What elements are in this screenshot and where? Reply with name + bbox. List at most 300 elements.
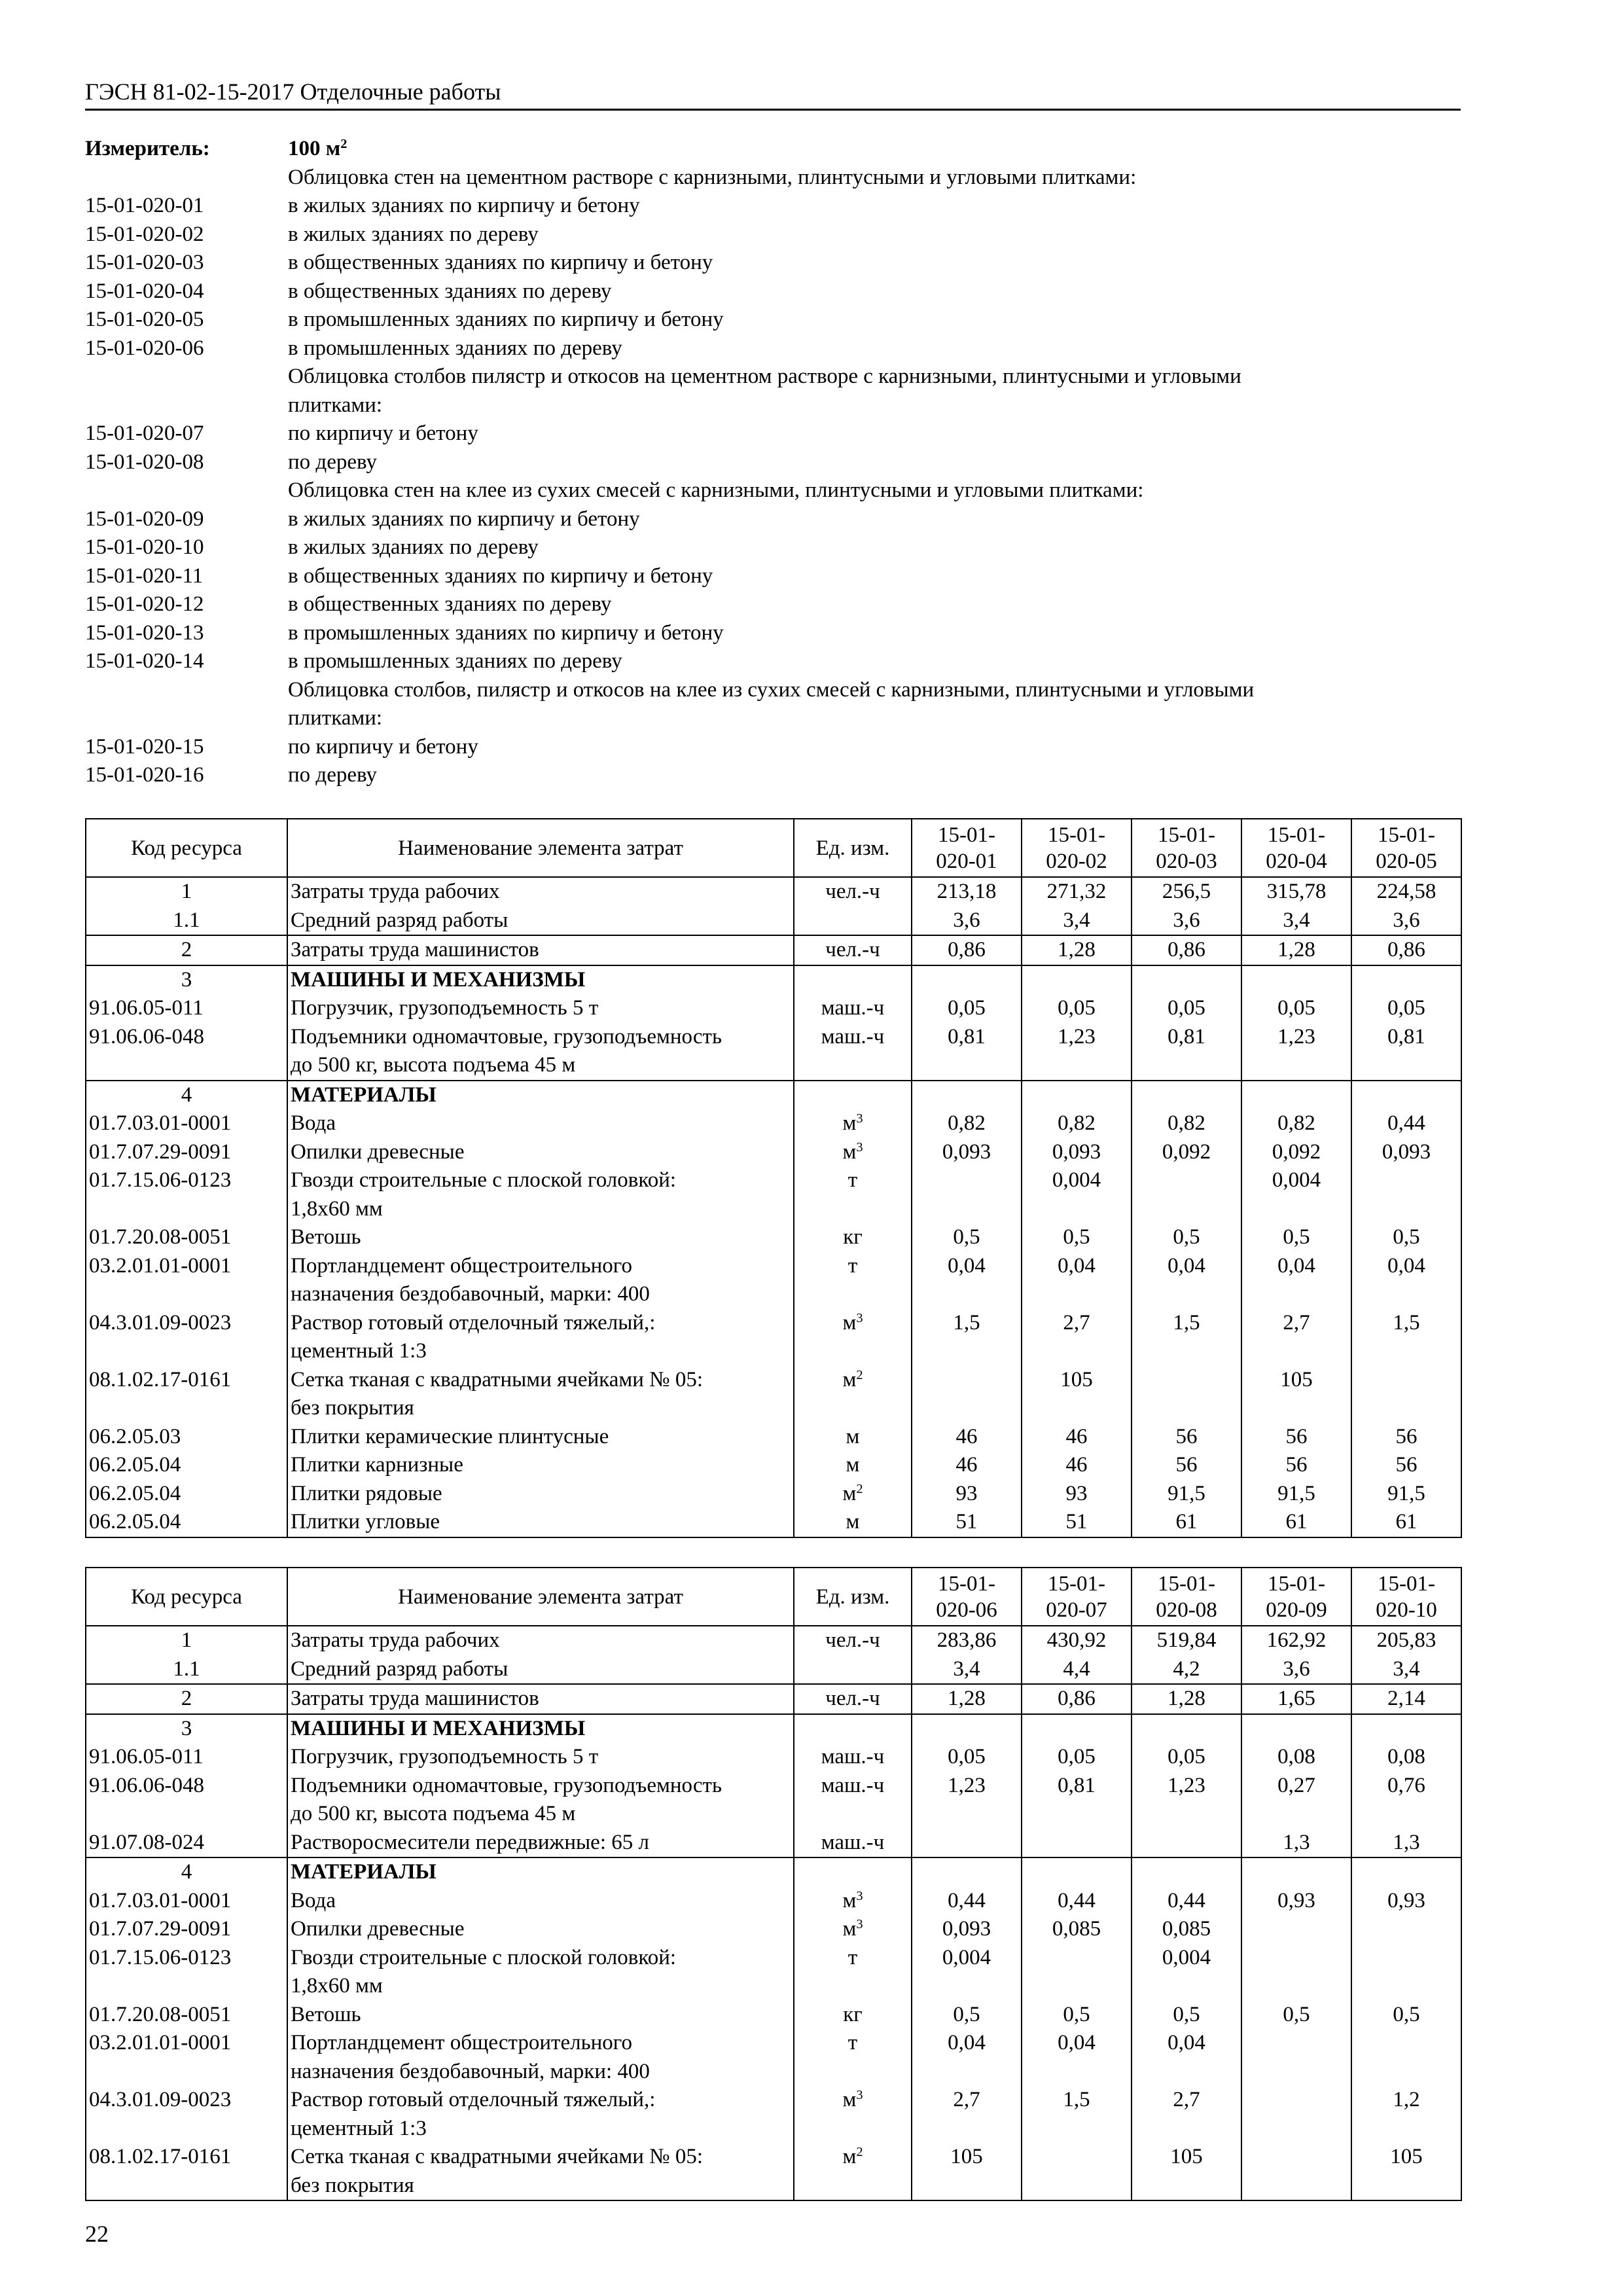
header-unit: Ед. изм. <box>794 1568 912 1626</box>
table-row <box>86 2172 1461 2201</box>
norm-value <box>1351 1166 1461 1195</box>
norm-value: 0,05 <box>912 1743 1022 1772</box>
table-row <box>86 1915 1461 1944</box>
norm-value <box>1132 1714 1241 1744</box>
norm-value: 2,7 <box>1022 1309 1132 1338</box>
intro-code: 15-01-020-09 <box>85 507 204 531</box>
unit-text: м <box>842 1917 857 1941</box>
norm-value <box>912 1195 1022 1224</box>
resource-code: 01.7.07.29-0091 <box>86 1138 287 1167</box>
unit-text: м <box>842 1310 857 1335</box>
intro-text: в общественных зданиях по кирпичу и бетону <box>288 251 713 274</box>
intro-line <box>85 619 1461 648</box>
norm-value: 1,23 <box>1022 1023 1132 1052</box>
norm-value: 61 <box>1351 1508 1461 1537</box>
resource-name: Средний разряд работы <box>287 906 794 936</box>
norm-value: 1,28 <box>1022 935 1132 965</box>
intro-code <box>85 363 288 391</box>
norm-value: 0,5 <box>1132 2001 1241 2030</box>
resource-name: Ветошь <box>287 1223 794 1252</box>
table-row <box>86 1081 1461 1110</box>
unit-power: 3 <box>856 1310 863 1325</box>
unit-power: 2 <box>856 1481 863 1496</box>
norm-value <box>912 2058 1022 2087</box>
table-row <box>86 1857 1461 1887</box>
resource-unit <box>794 1772 912 1801</box>
intro-text: в жилых зданиях по дереву <box>288 222 539 246</box>
resource-unit <box>794 2029 912 2058</box>
norm-value <box>1132 2172 1241 2201</box>
resource-name: Затраты труда рабочих <box>287 877 794 906</box>
header-norm-code <box>1351 819 1461 877</box>
norm-value: 1,5 <box>1022 2086 1132 2115</box>
unit-power: 3 <box>856 1139 863 1155</box>
norm-value: 93 <box>912 1480 1022 1509</box>
norm-value <box>1022 1800 1132 1829</box>
resource-name: цементный 1:3 <box>287 2115 794 2144</box>
resource-name: Затраты труда рабочих <box>287 1626 794 1655</box>
resource-name: Затраты труда машинистов <box>287 1684 794 1714</box>
resource-code: 3 <box>86 1714 287 1744</box>
resource-code: 01.7.20.08-0051 <box>86 1223 287 1252</box>
norm-value <box>912 1280 1022 1309</box>
norm-value <box>912 1394 1022 1423</box>
norm-value: 0,93 <box>1351 1887 1461 1916</box>
norm-value <box>1351 1857 1461 1887</box>
table-row <box>86 965 1461 995</box>
header-norm-code-part1: 15-01- <box>1378 1571 1435 1596</box>
unit-power: 3 <box>856 1916 863 1931</box>
norm-value <box>912 1972 1022 2001</box>
norm-value: 0,04 <box>912 2029 1022 2058</box>
norm-value <box>1351 1337 1461 1366</box>
resource-code: 01.7.07.29-0091 <box>86 1915 287 1944</box>
resource-unit <box>794 1195 912 1224</box>
norm-value: 213,18 <box>912 877 1022 906</box>
intro-text: Облицовка столбов пилястр и откосов на цементном растворе с карнизными, плинтусными и угловыми <box>288 365 1241 388</box>
norm-value <box>1241 1195 1351 1224</box>
resource-name: Опилки древесные <box>287 1138 794 1167</box>
header-norm-code <box>1241 819 1351 877</box>
intro-line <box>85 391 1461 420</box>
header-norm-code-part1: 15-01- <box>1048 1571 1105 1596</box>
unit-text: м <box>842 2088 857 2111</box>
intro-line <box>85 476 1461 505</box>
norm-value <box>1241 2086 1351 2115</box>
norm-value: 0,5 <box>1022 1223 1132 1252</box>
unit-power: 3 <box>856 1111 863 1126</box>
norm-value: 0,5 <box>912 1223 1022 1252</box>
header-name: Наименование элемента затрат <box>287 819 794 877</box>
resource-code: 01.7.15.06-0123 <box>86 1944 287 1973</box>
header-norm-code-part1: 15-01- <box>938 823 995 847</box>
norm-value <box>1351 1366 1461 1395</box>
intro-code: 15-01-020-11 <box>85 564 204 588</box>
resource-name: Плитки керамические плинтусные <box>287 1423 794 1452</box>
norm-value <box>1241 1800 1351 1829</box>
norm-value <box>1132 2115 1241 2144</box>
unit-power: 3 <box>856 1888 863 1903</box>
intro-line <box>85 164 1461 192</box>
norm-value: 0,44 <box>912 1887 1022 1916</box>
norm-value: 519,84 <box>1132 1626 1241 1655</box>
norm-value: 0,5 <box>1022 2001 1132 2030</box>
norm-value: 0,82 <box>1132 1109 1241 1138</box>
norm-value: 0,04 <box>1132 1252 1241 1281</box>
resource-code: 08.1.02.17-0161 <box>86 1366 287 1395</box>
norm-value: 0,5 <box>1241 1223 1351 1252</box>
unit-text: кг <box>843 2002 863 2026</box>
norm-value: 1,28 <box>1241 935 1351 965</box>
norm-value: 0,04 <box>1022 2029 1132 2058</box>
norm-value: 1,65 <box>1241 1684 1351 1714</box>
norm-value: 56 <box>1132 1423 1241 1452</box>
table-row <box>86 1800 1461 1829</box>
norm-value: 2,7 <box>1241 1309 1351 1338</box>
table-header <box>86 819 1461 877</box>
norm-value: 105 <box>1241 1366 1351 1395</box>
table-row <box>86 2143 1461 2172</box>
header-norm-code <box>1022 819 1132 877</box>
norm-value: 51 <box>912 1508 1022 1537</box>
norm-value <box>1351 1714 1461 1744</box>
norm-value: 61 <box>1241 1508 1351 1537</box>
norm-value: 0,5 <box>1351 2001 1461 2030</box>
norm-value: 0,82 <box>912 1109 1022 1138</box>
norm-value: 0,5 <box>912 2001 1022 2030</box>
intro-text: по кирпичу и бетону <box>288 422 478 445</box>
resource-name: Раствор готовый отделочный тяжелый,: <box>287 1309 794 1338</box>
norm-value: 0,093 <box>912 1915 1022 1944</box>
unit-text: маш.-ч <box>821 1745 885 1768</box>
norm-value <box>1241 2029 1351 2058</box>
intro-line <box>85 334 1461 363</box>
norm-value: 51 <box>1022 1508 1132 1537</box>
norm-value: 0,86 <box>1132 935 1241 965</box>
unit-text: кг <box>843 1225 863 1249</box>
table-row <box>86 1684 1461 1714</box>
resource-unit <box>794 965 912 995</box>
table-row <box>86 1023 1461 1052</box>
norm-value: 0,092 <box>1132 1138 1241 1167</box>
resource-code: 1 <box>86 1626 287 1655</box>
norm-value: 91,5 <box>1132 1480 1241 1509</box>
header-row <box>86 819 1461 877</box>
resource-name: Гвозди строительные с плоской головкой: <box>287 1944 794 1973</box>
intro-line <box>85 278 1461 306</box>
resource-code: 01.7.15.06-0123 <box>86 1166 287 1195</box>
unit-text: т <box>847 1168 858 1192</box>
resource-unit <box>794 1223 912 1252</box>
norm-value: 0,27 <box>1241 1772 1351 1801</box>
norm-value: 3,4 <box>1351 1655 1461 1685</box>
unit-text: т <box>847 2031 858 2054</box>
table-row <box>86 1366 1461 1395</box>
norm-value <box>1351 1051 1461 1081</box>
norm-value <box>1132 1195 1241 1224</box>
norm-value <box>912 2115 1022 2144</box>
unit-text: маш.-ч <box>821 996 885 1020</box>
resource-name: без покрытия <box>287 1394 794 1423</box>
resource-unit <box>794 1800 912 1829</box>
norm-value: 1,5 <box>1351 1309 1461 1338</box>
norm-value <box>1132 1051 1241 1081</box>
intro-line <box>85 761 1461 790</box>
resource-name: назначения бездобавочный, марки: 400 <box>287 2058 794 2087</box>
norm-value <box>1241 1972 1351 2001</box>
norm-value <box>1022 2058 1132 2087</box>
resource-unit <box>794 1081 912 1110</box>
norm-value <box>1132 1280 1241 1309</box>
unit-text: маш.-ч <box>821 1830 885 1854</box>
resource-code <box>86 1337 287 1366</box>
table-row <box>86 935 1461 965</box>
resource-code: 01.7.20.08-0051 <box>86 2001 287 2030</box>
resource-unit <box>794 906 912 936</box>
resource-name: Затраты труда машинистов <box>287 935 794 965</box>
resource-code: 91.06.05-011 <box>86 1743 287 1772</box>
intro-code: 15-01-020-16 <box>85 763 204 787</box>
norm-value: 0,05 <box>1022 994 1132 1023</box>
table-row <box>86 1972 1461 2001</box>
resource-code <box>86 1195 287 1224</box>
resource-code <box>86 2058 287 2087</box>
norm-value: 0,81 <box>1132 1023 1241 1052</box>
norm-value <box>912 965 1022 995</box>
norm-value <box>1241 2172 1351 2201</box>
intro-code: 15-01-020-08 <box>85 450 204 474</box>
table-row <box>86 2058 1461 2087</box>
norm-value: 56 <box>1132 1451 1241 1480</box>
resource-unit <box>794 1394 912 1423</box>
header-norm-code <box>1132 819 1241 877</box>
norm-value <box>1022 1394 1132 1423</box>
unit-text: м <box>842 1367 857 1391</box>
norm-value: 0,04 <box>1022 1252 1132 1281</box>
intro-line <box>85 533 1461 562</box>
meter-label: Измеритель: <box>85 137 210 160</box>
norm-value: 4,2 <box>1132 1655 1241 1685</box>
norm-value: 3,4 <box>912 1655 1022 1685</box>
norm-value <box>1351 1944 1461 1973</box>
norm-value <box>1022 965 1132 995</box>
norm-value: 1,23 <box>912 1772 1022 1801</box>
intro-code: 15-01-020-15 <box>85 734 204 759</box>
resource-name: Растворосмесители передвижные: 65 л <box>287 1829 794 1858</box>
resource-unit <box>794 2086 912 2115</box>
resource-code: 1.1 <box>86 906 287 936</box>
norm-value: 224,58 <box>1351 877 1461 906</box>
resource-name: до 500 кг, высота подъема 45 м <box>287 1800 794 1829</box>
resource-code: 04.3.01.09-0023 <box>86 1309 287 1338</box>
intro-text: в промышленных зданиях по дереву <box>288 649 622 673</box>
norm-value <box>912 1800 1022 1829</box>
header-norm-code-part2: 020-05 <box>1376 849 1437 873</box>
intro-text: в жилых зданиях по дереву <box>288 535 539 559</box>
meter-value-main: 100 м <box>288 137 341 160</box>
norm-value <box>1132 1857 1241 1887</box>
norm-value: 56 <box>1351 1451 1461 1480</box>
norm-value <box>912 1337 1022 1366</box>
norm-value: 0,5 <box>1132 1223 1241 1252</box>
header-norm-code-part2: 020-07 <box>1046 1598 1107 1622</box>
norm-value: 0,93 <box>1241 1887 1351 1916</box>
norm-value: 46 <box>1022 1423 1132 1452</box>
norm-value: 56 <box>1241 1423 1351 1452</box>
resource-unit <box>794 1166 912 1195</box>
norm-value: 0,05 <box>1022 1743 1132 1772</box>
resource-unit <box>794 1972 912 2001</box>
resource-code <box>86 1051 287 1081</box>
intro-text: в жилых зданиях по кирпичу и бетону <box>288 194 640 217</box>
intro-text: в промышленных зданиях по дереву <box>288 336 622 360</box>
norm-value: 0,82 <box>1241 1109 1351 1138</box>
unit-text: маш.-ч <box>821 1773 885 1797</box>
header-norm-code <box>912 1568 1022 1626</box>
intro-code: 15-01-020-06 <box>85 336 204 360</box>
table-row <box>86 1337 1461 1366</box>
resource-name: Средний разряд работы <box>287 1655 794 1685</box>
table-row <box>86 994 1461 1023</box>
norm-value: 0,05 <box>1132 994 1241 1023</box>
header-norm-code-part1: 15-01- <box>1048 823 1105 847</box>
norm-value <box>1022 1195 1132 1224</box>
norm-value: 0,04 <box>1132 2029 1241 2058</box>
norm-value: 105 <box>1351 2143 1461 2172</box>
unit-power: 2 <box>856 2144 863 2159</box>
header-row <box>86 1568 1461 1626</box>
norm-table-1 <box>85 818 1462 1538</box>
resource-code <box>86 1972 287 2001</box>
resource-code: 2 <box>86 935 287 965</box>
page-header <box>85 77 1461 111</box>
header-norm-code-part2: 020-10 <box>1376 1598 1437 1622</box>
norm-value <box>1351 1195 1461 1224</box>
resource-unit <box>794 1743 912 1772</box>
norm-value <box>1351 2115 1461 2144</box>
norm-value <box>1241 965 1351 995</box>
norm-value: 0,76 <box>1351 1772 1461 1801</box>
header-norm-code-part2: 020-09 <box>1266 1598 1327 1622</box>
norm-value <box>1022 1857 1132 1887</box>
resource-unit <box>794 1280 912 1309</box>
header-code: Код ресурса <box>86 1568 287 1626</box>
norm-value: 93 <box>1022 1480 1132 1509</box>
resource-code: 01.7.03.01-0001 <box>86 1887 287 1916</box>
table-row <box>86 1451 1461 1480</box>
table-row <box>86 1480 1461 1509</box>
intro-code <box>85 391 288 420</box>
resource-name: Ветошь <box>287 2001 794 2030</box>
norm-value <box>1022 1337 1132 1366</box>
norm-value <box>1132 1394 1241 1423</box>
resource-code <box>86 1394 287 1423</box>
table-row <box>86 1423 1461 1452</box>
norm-value <box>1351 1972 1461 2001</box>
header-name: Наименование элемента затрат <box>287 1568 794 1626</box>
norm-value: 91,5 <box>1351 1480 1461 1509</box>
norm-value: 2,14 <box>1351 1684 1461 1714</box>
norm-value <box>1351 1800 1461 1829</box>
meter-value-sup: 2 <box>340 136 348 151</box>
resource-unit <box>794 877 912 906</box>
resource-name: МАШИНЫ И МЕХАНИЗМЫ <box>287 965 794 995</box>
meter-row <box>85 135 1461 164</box>
norm-value: 3,6 <box>1241 1655 1351 1685</box>
header-norm-code <box>1022 1568 1132 1626</box>
intro-text: в общественных зданиях по дереву <box>288 279 612 303</box>
unit-power: 2 <box>856 1367 863 1382</box>
norm-value <box>1351 2058 1461 2087</box>
intro-code: 15-01-020-12 <box>85 592 204 616</box>
norm-value <box>1132 1166 1241 1195</box>
norm-value: 0,82 <box>1022 1109 1132 1138</box>
norm-value <box>1351 965 1461 995</box>
table-row <box>86 1394 1461 1423</box>
intro-code: 15-01-020-05 <box>85 308 204 331</box>
norm-value: 0,5 <box>1351 1223 1461 1252</box>
resource-name: до 500 кг, высота подъема 45 м <box>287 1051 794 1081</box>
norm-value: 0,44 <box>1351 1109 1461 1138</box>
norm-value: 1,28 <box>1132 1684 1241 1714</box>
resource-unit <box>794 935 912 965</box>
norm-value <box>1132 1366 1241 1395</box>
intro-code <box>85 164 288 192</box>
table-row <box>86 1508 1461 1537</box>
norm-value: 0,08 <box>1241 1743 1351 1772</box>
norm-value <box>1022 1972 1132 2001</box>
intro-text: Облицовка стен на цементном растворе с карнизными, плинтусными и угловыми плитками: <box>288 165 1137 189</box>
resource-code: 04.3.01.09-0023 <box>86 2086 287 2115</box>
norm-value: 162,92 <box>1241 1626 1351 1655</box>
header-norm-code <box>1132 1568 1241 1626</box>
table-row <box>86 1772 1461 1801</box>
unit-text: чел.-ч <box>825 1628 880 1652</box>
unit-text: чел.-ч <box>825 938 880 961</box>
norm-value: 0,86 <box>1022 1684 1132 1714</box>
resource-name: МАШИНЫ И МЕХАНИЗМЫ <box>287 1714 794 1744</box>
resource-name: 1,8x60 мм <box>287 1972 794 2001</box>
norm-value: 1,23 <box>1132 1772 1241 1801</box>
norm-value <box>1022 1714 1132 1744</box>
intro-line <box>85 306 1461 334</box>
norm-value: 4,4 <box>1022 1655 1132 1685</box>
norm-value <box>912 1051 1022 1081</box>
norm-value <box>1241 1280 1351 1309</box>
norm-value <box>912 1081 1022 1110</box>
header-title: ГЭСН 81-02-15-2017 Отделочные работы <box>85 79 501 105</box>
intro-line <box>85 505 1461 534</box>
table-row <box>86 1743 1461 1772</box>
intro-code: 15-01-020-14 <box>85 649 204 673</box>
resource-name: Раствор готовый отделочный тяжелый,: <box>287 2086 794 2115</box>
norm-value: 1,5 <box>912 1309 1022 1338</box>
unit-text: м <box>846 1424 860 1448</box>
norm-value <box>1022 1829 1132 1858</box>
resource-unit <box>794 2172 912 2201</box>
unit-text: м <box>842 1481 857 1505</box>
norm-value: 46 <box>912 1451 1022 1480</box>
norm-value <box>1022 1081 1132 1110</box>
resource-unit <box>794 1626 912 1655</box>
resource-code: 4 <box>86 1081 287 1110</box>
resource-code <box>86 2172 287 2201</box>
resource-unit <box>794 1366 912 1395</box>
norm-value <box>1351 1915 1461 1944</box>
resource-name: МАТЕРИАЛЫ <box>287 1081 794 1110</box>
norm-table-2 <box>85 1567 1462 2201</box>
norm-value <box>1241 1944 1351 1973</box>
